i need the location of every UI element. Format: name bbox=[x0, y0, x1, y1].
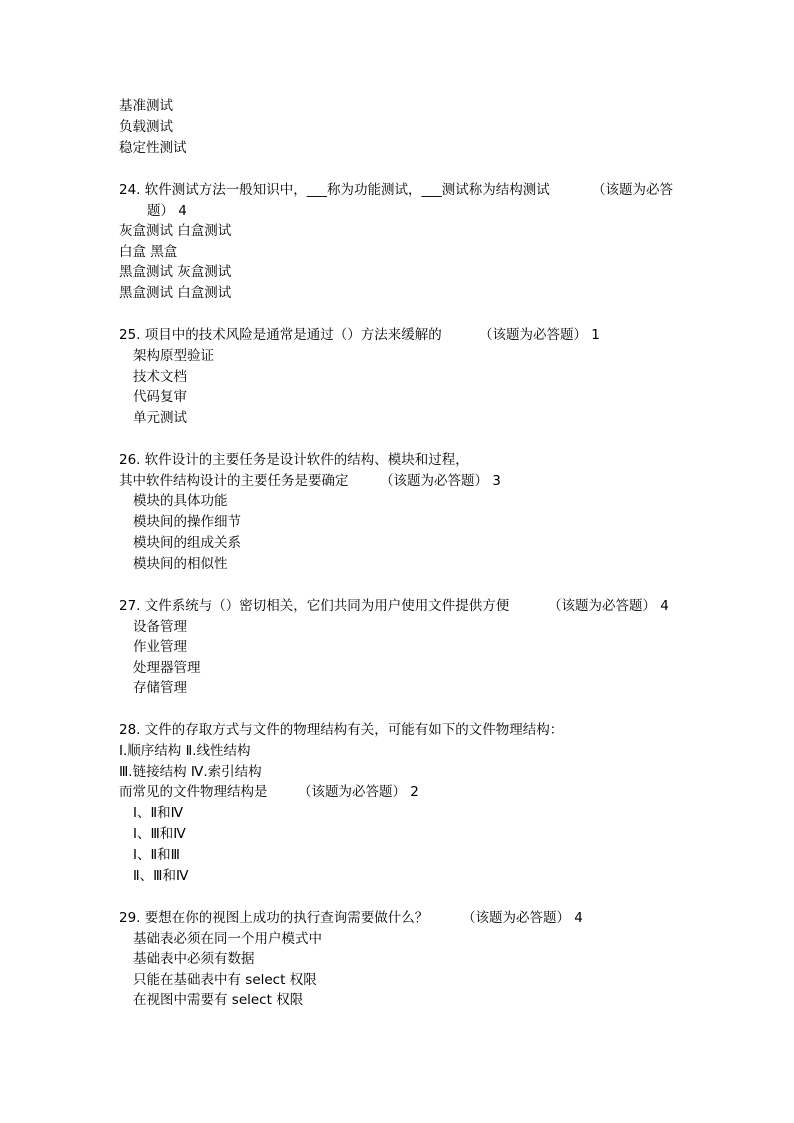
q25-required: （该题为必答题） 1 bbox=[479, 327, 600, 343]
q24-text: 24. 软件测试方法一般知识中，___称为功能测试，___测试称为结构测试 bbox=[119, 182, 550, 198]
q27-option-2: 作业管理 bbox=[133, 639, 187, 655]
q24-option-4: 黑盒测试 白盒测试 bbox=[119, 285, 232, 301]
q27-option-1: 设备管理 bbox=[133, 619, 187, 635]
q26-option-1: 模块的具体功能 bbox=[133, 493, 228, 509]
q24-option-2: 白盒 黑盒 bbox=[119, 244, 178, 260]
q26-text: 26. 软件设计的主要任务是设计软件的结构、模块和过程， bbox=[119, 452, 469, 468]
q27-option-3: 处理器管理 bbox=[133, 660, 201, 676]
q26-option-3: 模块间的组成关系 bbox=[133, 535, 241, 551]
q27-required: （该题为必答题） 4 bbox=[548, 598, 669, 614]
q25-option-1: 架构原型验证 bbox=[133, 348, 214, 364]
q27-text: 27. 文件系统与（）密切相关，它们共同为用户使用文件提供方便 bbox=[119, 598, 510, 614]
q25-option-2: 技术文档 bbox=[133, 369, 187, 385]
q24-required: （该题为必答 bbox=[592, 182, 673, 198]
q28-option-4: Ⅱ、Ⅲ和Ⅳ bbox=[133, 868, 189, 884]
q29-text: 29. 要想在你的视图上成功的执行查询需要做什么？ bbox=[119, 910, 429, 926]
q25-text: 25. 项目中的技术风险是通常是通过（）方法来缓解的 bbox=[119, 327, 442, 343]
q28-text: 28. 文件的存取方式与文件的物理结构有关，可能有如下的文件物理结构： bbox=[119, 722, 564, 738]
q28-text-line3: Ⅲ.链接结构 Ⅳ.索引结构 bbox=[119, 764, 262, 780]
prev-option-3: 稳定性测试 bbox=[119, 140, 187, 156]
q24-option-1: 灰盒测试 白盒测试 bbox=[119, 223, 232, 239]
q26-option-4: 模块间的相似性 bbox=[133, 556, 228, 572]
q28-option-3: Ⅰ、Ⅱ和Ⅲ bbox=[133, 847, 180, 863]
q25-option-3: 代码复审 bbox=[133, 389, 187, 405]
q28-text-line4: 而常见的文件物理结构是 bbox=[119, 784, 268, 800]
q29-option-2: 基础表中必须有数据 bbox=[133, 951, 255, 967]
q27-option-4: 存储管理 bbox=[133, 680, 187, 696]
q26-required: （该题为必答题） 3 bbox=[380, 473, 501, 489]
q25-option-4: 单元测试 bbox=[133, 410, 187, 426]
q24-required-cont: 题） 4 bbox=[147, 203, 187, 219]
prev-option-2: 负载测试 bbox=[119, 119, 173, 135]
q28-option-2: Ⅰ、Ⅲ和Ⅳ bbox=[133, 826, 186, 842]
q26-option-2: 模块间的操作细节 bbox=[133, 514, 241, 530]
q28-text-line2: Ⅰ.顺序结构 Ⅱ.线性结构 bbox=[119, 743, 251, 759]
prev-option-1: 基准测试 bbox=[119, 98, 173, 114]
q28-required: （该题为必答题） 2 bbox=[298, 784, 419, 800]
q29-option-4: 在视图中需要有 select 权限 bbox=[133, 992, 304, 1008]
q29-required: （该题为必答题） 4 bbox=[462, 910, 583, 926]
q29-option-1: 基础表必须在同一个用户模式中 bbox=[133, 931, 322, 947]
q26-text-cont: 其中软件结构设计的主要任务是要确定 bbox=[119, 473, 349, 489]
q28-option-1: Ⅰ、Ⅱ和Ⅳ bbox=[133, 805, 184, 821]
q29-option-3: 只能在基础表中有 select 权限 bbox=[133, 972, 317, 988]
q24-option-3: 黑盒测试 灰盒测试 bbox=[119, 264, 232, 280]
